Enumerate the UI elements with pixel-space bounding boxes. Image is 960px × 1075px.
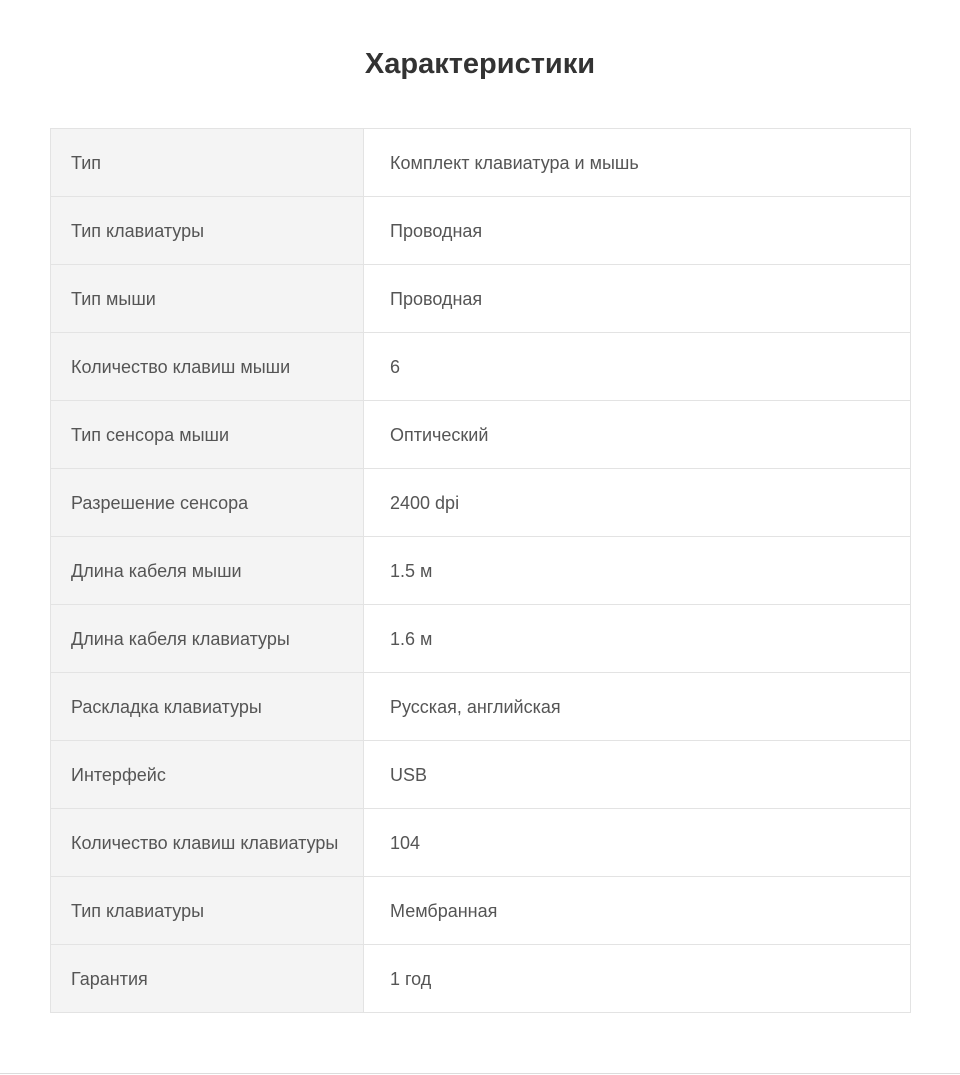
table-row xyxy=(51,469,911,537)
table-row xyxy=(51,877,911,945)
spec-value: 1 год xyxy=(364,945,911,1013)
spec-name: Тип клавиатуры xyxy=(51,197,364,265)
spec-name: Количество клавиш мыши xyxy=(51,333,364,401)
table-row xyxy=(51,401,911,469)
spec-value: 1.6 м xyxy=(364,605,911,673)
spec-name: Тип сенсора мыши xyxy=(51,401,364,469)
page-title: Характеристики xyxy=(364,48,596,80)
spec-value: Оптический xyxy=(364,401,911,469)
table-row xyxy=(51,605,911,673)
spec-value: 104 xyxy=(364,809,911,877)
spec-value: Комплект клавиатура и мышь xyxy=(364,129,911,197)
spec-name: Длина кабеля клавиатуры xyxy=(51,605,364,673)
spec-name: Длина кабеля мыши xyxy=(51,537,364,605)
spec-name: Тип мыши xyxy=(51,265,364,333)
specs-table xyxy=(50,128,911,1013)
table-row xyxy=(51,741,911,809)
spec-name: Тип xyxy=(51,129,364,197)
spec-value: 1.5 м xyxy=(364,537,911,605)
table-row xyxy=(51,537,911,605)
spec-value: USB xyxy=(364,741,911,809)
spec-name: Тип клавиатуры xyxy=(51,877,364,945)
spec-value: Русская, английская xyxy=(364,673,911,741)
table-row xyxy=(51,809,911,877)
spec-name: Количество клавиш клавиатуры xyxy=(51,809,364,877)
spec-name: Разрешение сенсора xyxy=(51,469,364,537)
table-row xyxy=(51,265,911,333)
table-row xyxy=(51,945,911,1013)
spec-value: 6 xyxy=(364,333,911,401)
table-row xyxy=(51,673,911,741)
table-row xyxy=(51,333,911,401)
table-row xyxy=(51,129,911,197)
table-row xyxy=(51,197,911,265)
spec-name: Интерфейс xyxy=(51,741,364,809)
spec-name: Раскладка клавиатуры xyxy=(51,673,364,741)
spec-value: 2400 dpi xyxy=(364,469,911,537)
spec-value: Мембранная xyxy=(364,877,911,945)
spec-value: Проводная xyxy=(364,265,911,333)
spec-value: Проводная xyxy=(364,197,911,265)
bottom-divider xyxy=(0,1073,960,1074)
spec-name: Гарантия xyxy=(51,945,364,1013)
